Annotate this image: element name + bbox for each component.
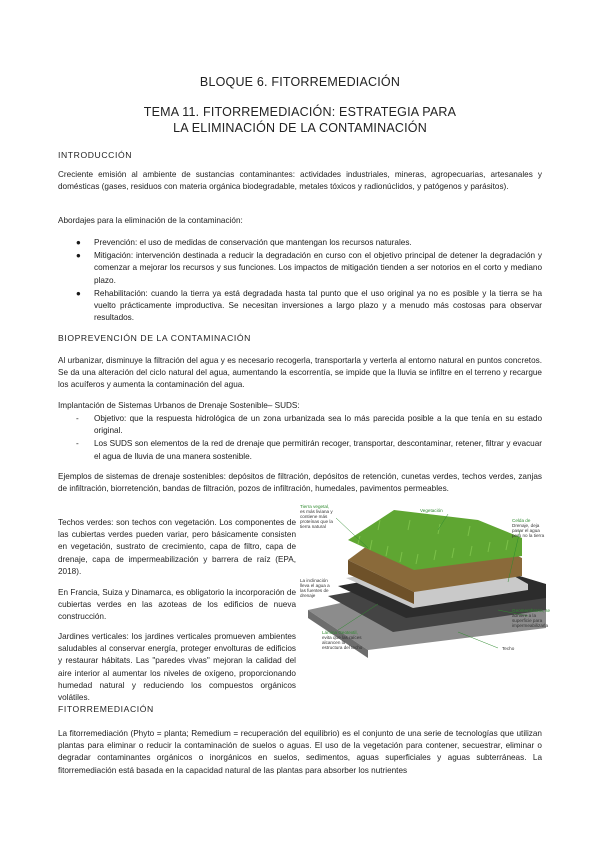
label-geomembrana-4: impermeabilizarla [512,623,548,628]
label-celda: Celda de [512,518,531,523]
label-lamina-2: evita que las raíces [322,635,362,640]
green-roofs-paragraph: Techos verdes: son techos con vegetación. Los componentes de las cubiertas verdes pueden variar, pero básicamente consisten en vegetación, sustrato de crecimiento, capa de filtro, capa de drenaje, capa de impermeabilización y barrera de raíz (EPA, 2018). [58,518,296,576]
label-tierra-3: contiene más [300,514,328,519]
label-inclinacion-3: las fuentes de [300,588,329,593]
section-heading-bioprevention: BIOPREVENCIÓN DE LA CONTAMINACIÓN [58,333,251,343]
dash-marker: - [76,439,79,449]
approaches-label: Abordajes para la eliminación de la contaminación: [58,216,243,225]
phyto-paragraph: La fitorremediación (Phyto = planta; Remedium = recuperación del equilibrio) es el conjunto de una serie de tecnologías que utilizan plantas para eliminar o reducir la contaminación de suelos o aguas. El uso de la vegetación para contener, secuestrar, eliminar o degradar contaminantes orgánicos o inorgánicos en suelos, sedimentos, aguas superficiales y aguas subterráneas. La fitorremediación está basada en la capacidad natural de las plantas para absorber los nutrientes [58,729,542,775]
approaches-list [76,237,542,325]
label-celda-4: pero no la tierra [512,533,545,538]
green-roof-diagram [298,500,551,666]
label-inclinacion: La inclinación [300,578,328,583]
list-item: - Objetivo: que la respuesta hidrológica de un zona urbanizada sea lo más parecida posible a la que tenía en su estado original. [76,414,542,436]
list-item: ● Rehabilitación: cuando la tierra ya está degradada hasta tal punto que el uso original ya no es posible y la tierra se ha vuelto prácticamente improductiva. Se necesitan inversiones a largo plazo y a menudo más costosas para observar resultados. [76,288,542,323]
section-heading-phyto: FITORREMEDIACIÓN [58,704,154,714]
page-subtitle [0,104,600,136]
label-lamina-3: alcancen la [322,640,346,645]
green-roof-figure [298,500,551,666]
label-lamina: Lámina Geotextil, [322,630,358,635]
subtitle-line-1: TEMA 11. FITORREMEDIACIÓN: ESTRATEGIA PARA [143,105,457,119]
vertical-gardens-text: Jardines verticales: los jardines verticales promueven ambientes saludables al conservar energía, proteger envolturas de edificios y restaurar hábitats. Las "paredes vivas" mejoran la calidad del aire interior al aumentar los niveles de oxígeno, proporcionando humedad natural y reduciendo los compuestos orgánicos volátiles. [58,632,296,703]
dash-marker: - [76,414,79,423]
label-geomembrana-2: adhiere a la [512,613,537,618]
suds-label: Implantación de Sistemas Urbanos de Drenaje Sostenible– SUDS: [58,401,300,410]
label-tierra-4: proteínas que la [300,519,333,524]
label-celda-3: pasar el agua [512,528,540,533]
list-item: - Los SUDS son elementos de la red de drenaje que permitirán recoger, transportar, descontaminar, retener, filtrar y evacuar el agua de lluvia de una manera sostenible. [76,439,542,461]
label-geomembrana: Geomembrana, se [512,608,551,613]
label-tierra-5: tierra natural [300,524,326,529]
label-tierra-2: es más liviana y [300,509,333,514]
france-paragraph: En Francia, Suiza y Dinamarca, es obligatorio la incorporación de cubiertas verdes en las azoteas de los edificios de nueva construcción. [58,588,296,622]
examples-paragraph: Ejemplos de sistemas de drenaje sostenibles: depósitos de filtración, depósitos de retención, cunetas verdes, techos verdes, zanjas de infiltración, biorretención, bandas de filtración, pozos de infiltración, humedales, pavimentos permeables. [58,472,542,494]
label-lamina-4: estructura del techo [322,645,363,650]
bioprevention-paragraph: Al urbanizar, disminuye la filtración del agua y es necesario recogerla, transportarla y verterla al entorno natural en puntos concretos. Se da una alteración del ciclo natural del agua, aumentando la escorrentía, se impide que la lluvia se infiltre en el terreno y recargue los acuíferos y aumenta la contaminación del agua. [58,356,542,390]
label-techo: Techo [502,646,515,651]
bullet-icon: ● [76,288,81,298]
label-tierra: Tierra vegetal, [300,504,330,509]
intro-paragraph: Creciente emisión al ambiente de sustancias contaminantes: actividades industriales, mineras, agropecuarias, artesanales y domésticas (gases, residuos con materia orgánica biodegradable, metales tóxicos y radionúclidos, y patógenos y parásitos). [58,170,542,192]
bullet-icon: ● [76,251,81,261]
label-geomembrana-3: superficie para [512,618,543,623]
label-inclinacion-2: lleva el agua a [300,583,330,588]
label-vegetacion: Vegetación [420,508,443,513]
label-inclinacion-4: drenaje [300,593,316,598]
label-celda-2: Drenaje, deja [512,523,540,528]
bullet-icon: ● [76,238,81,247]
page-title: BLOQUE 6. FITORREMEDIACIÓN [199,75,401,89]
section-heading-intro: INTRODUCCIÓN [58,150,133,160]
list-item: ● Prevención: el uso de medidas de conservación que mantengan los recursos naturales. [76,237,542,249]
list-item: ● Mitigación: intervención destinada a reducir la degradación en curso con el objetivo principal de detener la degradación y comenzar a mejorar los recursos y sus funciones. Los impactos de mitigación tienden a ser notorios en el corto y mediano plazo. [76,251,542,285]
subtitle-line-2: LA ELIMINACIÓN DE LA CONTAMINACIÓN [173,121,427,135]
suds-list [76,413,542,464]
